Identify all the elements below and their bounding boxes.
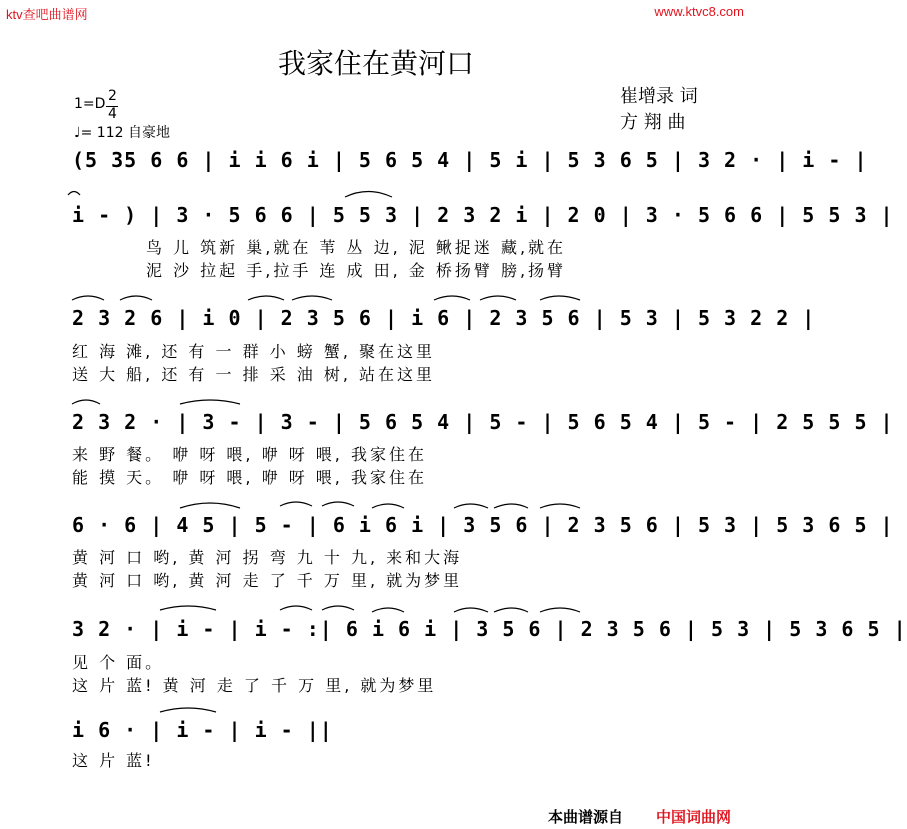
watermark-left: ktv查吧曲谱网 xyxy=(6,7,88,22)
notation-row-6: 3 2 · | i - | i - :| 6 i 6 i | 3 5 6 | 2 3 5 6 | 5 3 | 5 3 6 5 | xyxy=(72,617,907,641)
lyrics-row-4-verse-1: 来 野 餐。 咿 呀 喂, 咿 呀 喂, 我家住在 xyxy=(72,445,427,464)
lyrics-row-6-verse-1: 见 个 面。 xyxy=(72,653,165,672)
lyrics-row-5-verse-1: 黄 河 口 哟, 黄 河 拐 弯 九 十 九, 来和大海 xyxy=(72,548,463,567)
source-site-link[interactable]: 中国词曲网 xyxy=(656,808,732,826)
key-signature: 1=D xyxy=(74,96,106,112)
time-signature-top: 2 xyxy=(108,88,117,104)
notation-row-7: i 6 · | i - | i - || xyxy=(72,718,333,742)
notation-row-5: 6 · 6 | 4 5 | 5 - | 6 i 6 i | 3 5 6 | 2 3 5 6 | 5 3 | 5 3 6 5 | xyxy=(72,513,894,537)
lyricist-credit: 崔增录 词 xyxy=(620,86,698,107)
watermark-right: www.ktvc8.com xyxy=(654,4,744,19)
lyrics-row-3-verse-2: 送 大 船, 还 有 一 排 采 油 树, 站在这里 xyxy=(72,365,436,384)
lyrics-row-7: 这 片 蓝! xyxy=(72,751,155,770)
lyrics-row-3-verse-1: 红 海 滩, 还 有 一 群 小 螃 蟹, 聚在这里 xyxy=(72,342,436,361)
time-signature-bottom: 4 xyxy=(108,106,117,122)
notation-row-1: (5 35 6 6 | i i 6 i | 5 6 5 4 | 5 i | 5 3 6 5 | 3 2 · | i - | xyxy=(72,148,868,172)
notation-row-4: 2 3 2 · | 3 - | 3 - | 5 6 5 4 | 5 - | 5 6 5 4 | 5 - | 2 5 5 5 | xyxy=(72,410,894,434)
song-title: 我家住在黄河口 xyxy=(277,47,474,80)
composer-credit: 方 翔 曲 xyxy=(620,112,686,133)
notation-row-3: 2 3 2 6 | i 0 | 2 3 5 6 | i 6 | 2 3 5 6 | 5 3 | 5 3 2 2 | xyxy=(72,306,816,330)
tempo-marking: ♩= 112 自豪地 xyxy=(74,125,170,141)
notation-row-2: i - ) | 3 · 5 6 6 | 5 5 3 | 2 3 2 i | 2 0 | 3 · 5 6 6 | 5 5 3 | xyxy=(72,203,894,227)
lyrics-row-4-verse-2: 能 摸 天。 咿 呀 喂, 咿 呀 喂, 我家住在 xyxy=(72,468,427,487)
lyrics-row-2-verse-2: 泥 沙 拉起 手,拉手 连 成 田, 金 桥扬臂 膀,扬臂 xyxy=(146,261,567,280)
lyrics-row-2-verse-1: 鸟 儿 筑新 巢,就在 苇 丛 边, 泥 鳅捉迷 藏,就在 xyxy=(146,238,567,257)
source-label: 本曲谱源自 xyxy=(548,808,624,826)
lyrics-row-6-verse-2: 这 片 蓝! 黄 河 走 了 千 万 里, 就为梦里 xyxy=(72,676,437,695)
lyrics-row-5-verse-2: 黄 河 口 哟, 黄 河 走 了 千 万 里, 就为梦里 xyxy=(72,571,463,590)
